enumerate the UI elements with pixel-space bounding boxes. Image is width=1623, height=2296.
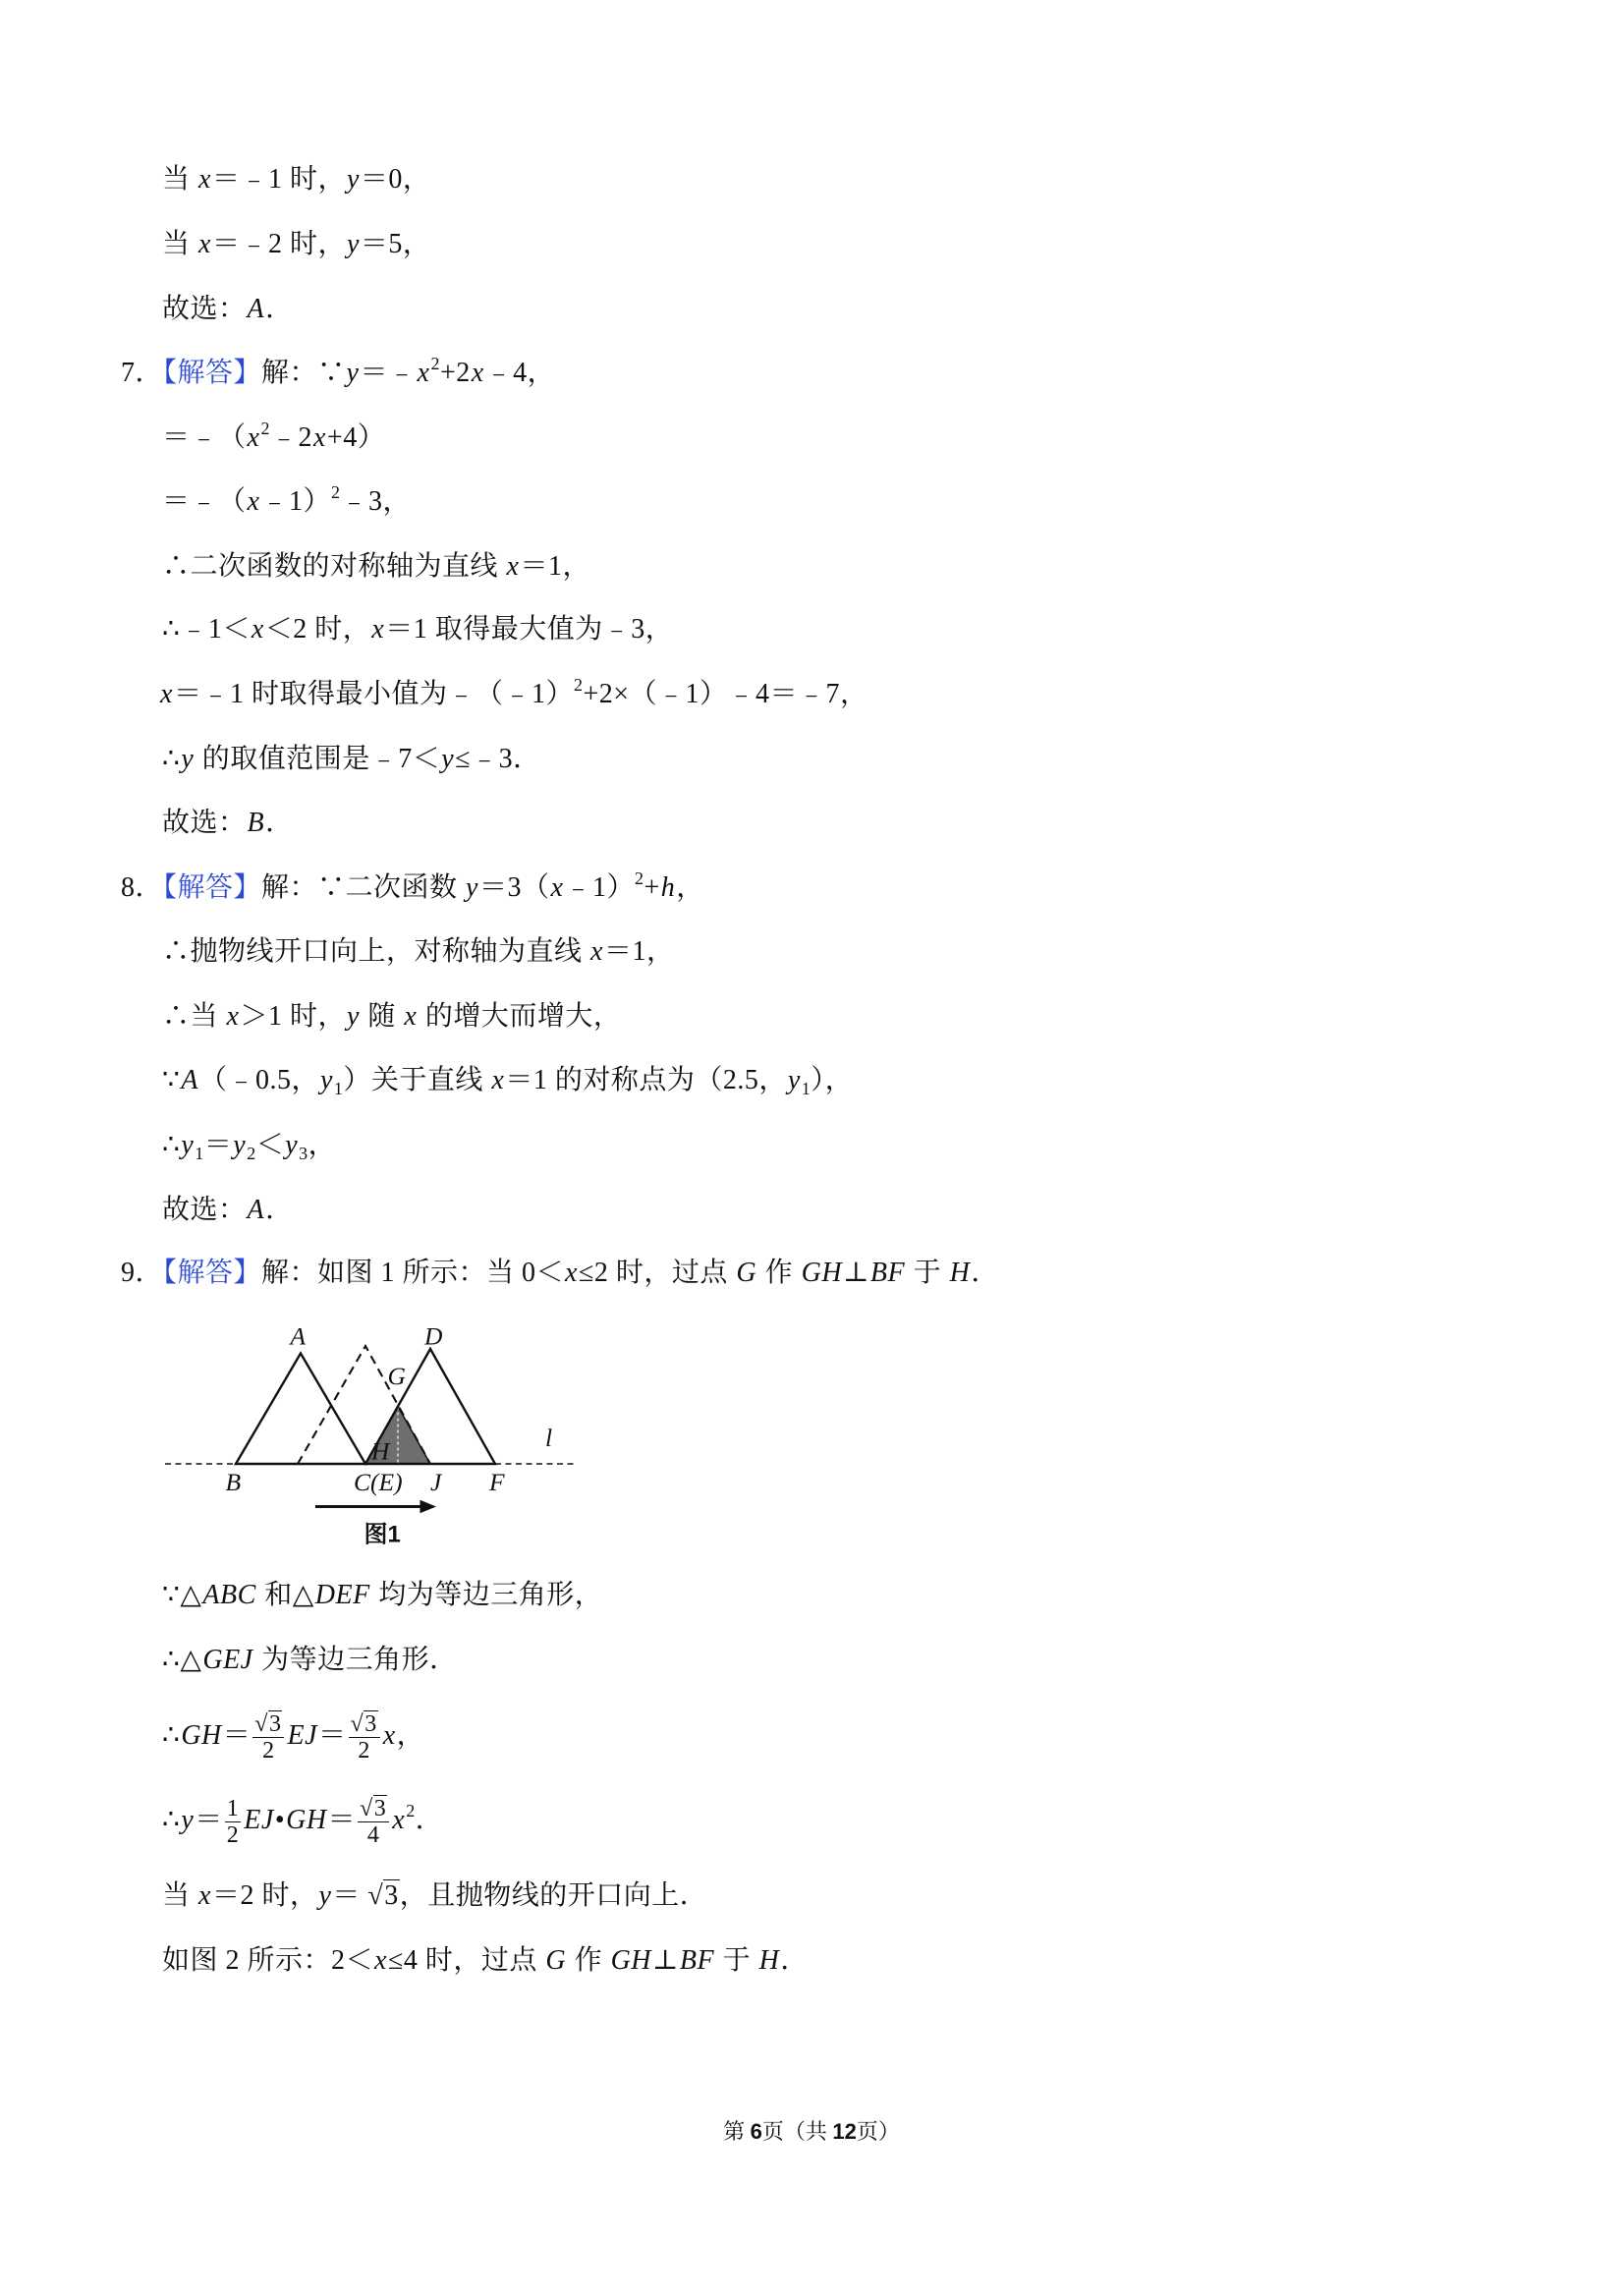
fraction-denominator: 4 <box>366 1822 380 1848</box>
math-variable: y <box>181 1130 195 1160</box>
text-run: +2×（﹣1）﹣4＝﹣7， <box>583 679 868 709</box>
solution-line <box>121 868 704 908</box>
subscript: 1 <box>333 1079 344 1098</box>
math-variable: x <box>550 872 564 903</box>
label-j: J <box>430 1468 442 1496</box>
fraction <box>225 1796 242 1848</box>
math-variable: GH <box>181 1719 222 1751</box>
text-run: 于 <box>906 1258 949 1288</box>
text-run: ∴ <box>162 1719 181 1751</box>
math-variable: y <box>181 1804 195 1835</box>
text-run: ＝﹣1 时取得最小值为﹣（﹣1） <box>173 679 574 709</box>
math-variable: y <box>346 1001 360 1032</box>
item-number: 7． <box>121 358 164 388</box>
text-run: ∴﹣1＜ <box>162 614 251 644</box>
text-run: ﹣2 <box>269 422 312 453</box>
math-variable: y <box>285 1130 299 1160</box>
answer-label: 【解答】 <box>163 358 262 388</box>
label-h: H <box>371 1436 390 1466</box>
math-variable: G <box>736 1258 757 1288</box>
math-variable: x <box>491 1065 505 1095</box>
label-l: l <box>545 1424 553 1452</box>
text-run: ＝﹣（ <box>162 486 247 517</box>
text-run: 故选： <box>162 1195 247 1225</box>
radicand: 3 <box>373 1796 387 1821</box>
text-run: 于 <box>715 1945 758 1976</box>
solution-line <box>162 419 385 458</box>
math-variable: GH <box>286 1804 327 1835</box>
math-variable: x <box>198 229 211 259</box>
text-run: ≤2 时，过点 <box>578 1258 736 1288</box>
text-run: ＝1， <box>520 551 590 582</box>
triangle-abc <box>236 1354 365 1465</box>
superscript: 2 <box>430 354 440 373</box>
text-run: 如图 2 所示：2＜ <box>162 1945 374 1976</box>
text-run: ⊥ <box>843 1258 869 1288</box>
math-variable: DEF <box>314 1580 370 1610</box>
superscript: 2 <box>406 1800 416 1820</box>
fraction-numerator: 1 <box>226 1796 240 1821</box>
text-run: ＝3（ <box>478 872 550 903</box>
solution-line <box>162 997 621 1036</box>
text-run: ≤﹣3． <box>455 744 541 774</box>
math-variable: y <box>346 164 360 195</box>
text-run: 解：∵二次函数 <box>261 872 466 903</box>
solution-line <box>121 354 555 393</box>
superscript: 2 <box>260 419 270 438</box>
superscript: 2 <box>330 482 341 502</box>
text-run: 的增大而增大， <box>418 1001 622 1032</box>
text-run: 故选： <box>162 808 247 838</box>
math-variable: A <box>181 1065 198 1095</box>
answer-line <box>162 804 294 843</box>
fraction <box>252 1711 284 1764</box>
text-run: ＝1， <box>603 936 675 967</box>
math-variable: x <box>371 614 385 644</box>
figure-1-triangles <box>165 1319 581 1555</box>
text-run: • <box>274 1804 286 1835</box>
math-variable: A <box>247 294 265 324</box>
text-run: ∴ <box>162 1804 181 1835</box>
text-run: ∵△ <box>162 1580 202 1610</box>
solution-line <box>162 1576 602 1615</box>
superscript: 2 <box>573 675 584 695</box>
solution-line <box>159 675 868 714</box>
answer-line <box>162 1191 294 1230</box>
math-variable: H <box>949 1258 971 1288</box>
solution-line <box>162 1796 444 1848</box>
text-run: ， <box>396 1719 425 1751</box>
solution-line <box>162 740 541 779</box>
text-run: ＝1 的对称点为（2.5， <box>505 1065 787 1095</box>
text-run: ． <box>265 294 294 324</box>
label-a: A <box>290 1321 307 1351</box>
subscript: 1 <box>801 1079 812 1098</box>
footer-text: 页（共 <box>761 2119 833 2144</box>
text-run: 均为等边三角形， <box>370 1580 603 1610</box>
text-run: ＝0， <box>360 164 431 195</box>
figure-caption: 图1 <box>364 1521 401 1548</box>
text-run: 的取值范围是﹣7＜ <box>195 744 441 774</box>
text-run: ＝﹣ <box>360 358 417 388</box>
solution-line <box>162 1876 707 1916</box>
sqrt-symbol: √ <box>350 1711 364 1737</box>
total-page-count: 12 <box>832 2119 857 2144</box>
superscript: 2 <box>634 868 644 888</box>
math-variable: x <box>471 358 484 388</box>
math-variable: x <box>506 551 520 582</box>
text-run: ， <box>308 1130 337 1160</box>
solution-line <box>162 1061 853 1100</box>
text-run: ＞1 时， <box>240 1001 346 1032</box>
text-run: ﹣1） <box>260 486 331 517</box>
text-run: 和△ <box>256 1580 314 1610</box>
fraction-denominator: 2 <box>262 1738 275 1764</box>
label-g: G <box>387 1362 406 1390</box>
text-run: 故选： <box>162 294 247 324</box>
text-run: ＝ <box>222 1719 252 1751</box>
math-variable: y <box>466 872 478 903</box>
answer-label: 【解答】 <box>163 1258 262 1288</box>
math-variable: x <box>590 936 603 967</box>
text-run: ∵ <box>162 1065 181 1095</box>
text-run: ＝ <box>195 1804 223 1835</box>
fraction-denominator: 2 <box>358 1738 370 1764</box>
solution-line <box>121 1254 999 1293</box>
radicand: 3 <box>384 1880 399 1911</box>
math-variable: x <box>565 1258 578 1288</box>
subscript: 2 <box>247 1144 256 1163</box>
text-run: ＝2 时， <box>211 1880 318 1911</box>
answer-line <box>162 290 294 329</box>
item-number: 9． <box>121 1258 164 1288</box>
text-run: ﹣4， <box>484 358 556 388</box>
text-run: ＝﹣（ <box>162 422 247 453</box>
text-run: ＝ <box>203 1130 233 1160</box>
text-run: ＝5， <box>360 229 431 259</box>
page-footer <box>0 2117 1623 2147</box>
math-variable: x <box>417 358 430 388</box>
math-variable: EJ <box>287 1719 317 1751</box>
text-run: ∴当 <box>162 1001 226 1032</box>
solution-line <box>162 225 430 264</box>
text-run: ． <box>971 1258 999 1288</box>
solution-line <box>162 932 674 972</box>
solution-line <box>162 160 430 199</box>
text-run: + <box>644 872 660 903</box>
footer-text: 第 <box>723 2119 751 2144</box>
text-run: ∴抛物线开口向上，对称轴为直线 <box>162 936 590 967</box>
text-run: ，且抛物线的开口向上． <box>399 1880 708 1911</box>
math-variable: y <box>233 1130 247 1160</box>
math-variable: x <box>198 1880 211 1911</box>
solution-line <box>162 1126 336 1165</box>
current-page-number: 6 <box>750 2119 762 2144</box>
math-variable: x <box>404 1001 418 1032</box>
math-variable: x <box>226 1001 240 1032</box>
text-run: ∴△ <box>162 1645 202 1675</box>
text-run: 为等边三角形． <box>253 1645 458 1675</box>
math-variable: y <box>441 744 455 774</box>
text-run: ）关于直线 <box>343 1065 491 1095</box>
text-run: +4） <box>326 422 386 453</box>
text-run: ＝﹣2 时， <box>211 229 346 259</box>
text-run: ＜ <box>255 1130 285 1160</box>
math-variable: y <box>346 358 360 388</box>
math-variable: y <box>346 229 360 259</box>
text-run: 解：∵ <box>261 358 346 388</box>
label-d: D <box>424 1321 443 1351</box>
solution-line <box>162 482 411 522</box>
footer-text: 页） <box>856 2119 900 2144</box>
solution-line <box>162 1941 809 1981</box>
text-run: 作 <box>757 1258 801 1288</box>
math-variable: x <box>247 486 260 517</box>
math-variable: x <box>312 422 326 453</box>
fraction-numerator <box>349 1711 380 1738</box>
math-variable: GH <box>801 1258 843 1288</box>
text-run: ∴二次函数的对称轴为直线 <box>162 551 506 582</box>
math-variable: ABC <box>202 1580 256 1610</box>
math-variable: y <box>787 1065 801 1095</box>
text-run: ＝ <box>332 1880 368 1911</box>
label-f: F <box>489 1468 505 1496</box>
math-variable: x <box>374 1945 387 1976</box>
math-variable: y <box>318 1880 332 1911</box>
text-run: ， <box>676 872 704 903</box>
text-run: 当 <box>162 164 198 195</box>
text-run: ＝ <box>318 1719 347 1751</box>
text-run: ＜2 时， <box>264 614 371 644</box>
arrow-head-icon <box>420 1500 437 1514</box>
math-variable: EJ <box>244 1804 274 1835</box>
item-number: 8． <box>121 872 164 903</box>
text-run: ＝1 取得最大值为﹣3， <box>385 614 674 644</box>
math-variable: G <box>545 1945 567 1976</box>
fraction-numerator <box>252 1711 284 1738</box>
sqrt-symbol: √ <box>367 1880 384 1911</box>
math-variable: y <box>319 1065 333 1095</box>
text-run: 当 <box>162 229 198 259</box>
text-run: 作 <box>567 1945 610 1976</box>
math-variable: x <box>247 422 260 453</box>
math-variable: BF <box>869 1258 906 1288</box>
math-variable: GH <box>610 1945 652 1976</box>
math-variable: H <box>758 1945 780 1976</box>
text-run: （﹣0.5， <box>198 1065 319 1095</box>
text-run: ≤4 时，过点 <box>387 1945 545 1976</box>
math-variable: x <box>160 679 173 709</box>
text-run: 解：如图 1 所示：当 0＜ <box>261 1258 565 1288</box>
math-variable: x <box>198 164 211 195</box>
text-run: ∴ <box>162 1130 181 1160</box>
math-variable: h <box>660 872 676 903</box>
solution-line <box>162 610 673 649</box>
text-run: ． <box>265 1195 294 1225</box>
label-c-e: C(E) <box>354 1468 403 1496</box>
text-run: 随 <box>360 1001 404 1032</box>
math-variable: x <box>392 1804 406 1835</box>
radicand: 3 <box>268 1711 282 1737</box>
text-run: ⊥ <box>652 1945 679 1976</box>
math-variable: x <box>382 1719 396 1751</box>
text-run: ＝﹣1 时， <box>211 164 346 195</box>
text-run: ∴ <box>162 744 181 774</box>
sqrt-symbol: √ <box>360 1796 373 1821</box>
label-b: B <box>225 1468 242 1496</box>
text-run: ﹣3， <box>340 486 411 517</box>
fraction-denominator: 2 <box>226 1822 240 1848</box>
math-variable: BF <box>679 1945 715 1976</box>
text-run: ． <box>780 1945 809 1976</box>
math-variable: A <box>247 1195 265 1225</box>
text-run: ）， <box>811 1065 854 1095</box>
math-variable: y <box>181 744 195 774</box>
solution-line <box>162 1641 458 1680</box>
fraction <box>349 1711 380 1764</box>
subscript: 3 <box>299 1144 308 1163</box>
text-run: ． <box>415 1804 444 1835</box>
solution-line <box>162 547 590 587</box>
text-run: +2 <box>439 358 471 388</box>
text-run: ． <box>265 808 294 838</box>
answer-label: 【解答】 <box>163 872 262 903</box>
text-run: 当 <box>162 1880 198 1911</box>
text-run: ﹣1） <box>564 872 635 903</box>
math-variable: x <box>251 614 264 644</box>
radicand: 3 <box>364 1711 377 1737</box>
math-variable: B <box>247 808 265 838</box>
sqrt-symbol: √ <box>254 1711 268 1737</box>
fraction-numerator <box>358 1796 389 1822</box>
fraction <box>358 1796 389 1848</box>
math-variable: GEJ <box>202 1645 253 1675</box>
subscript: 1 <box>195 1144 204 1163</box>
solution-line <box>162 1711 425 1764</box>
text-run: ＝ <box>327 1804 357 1835</box>
